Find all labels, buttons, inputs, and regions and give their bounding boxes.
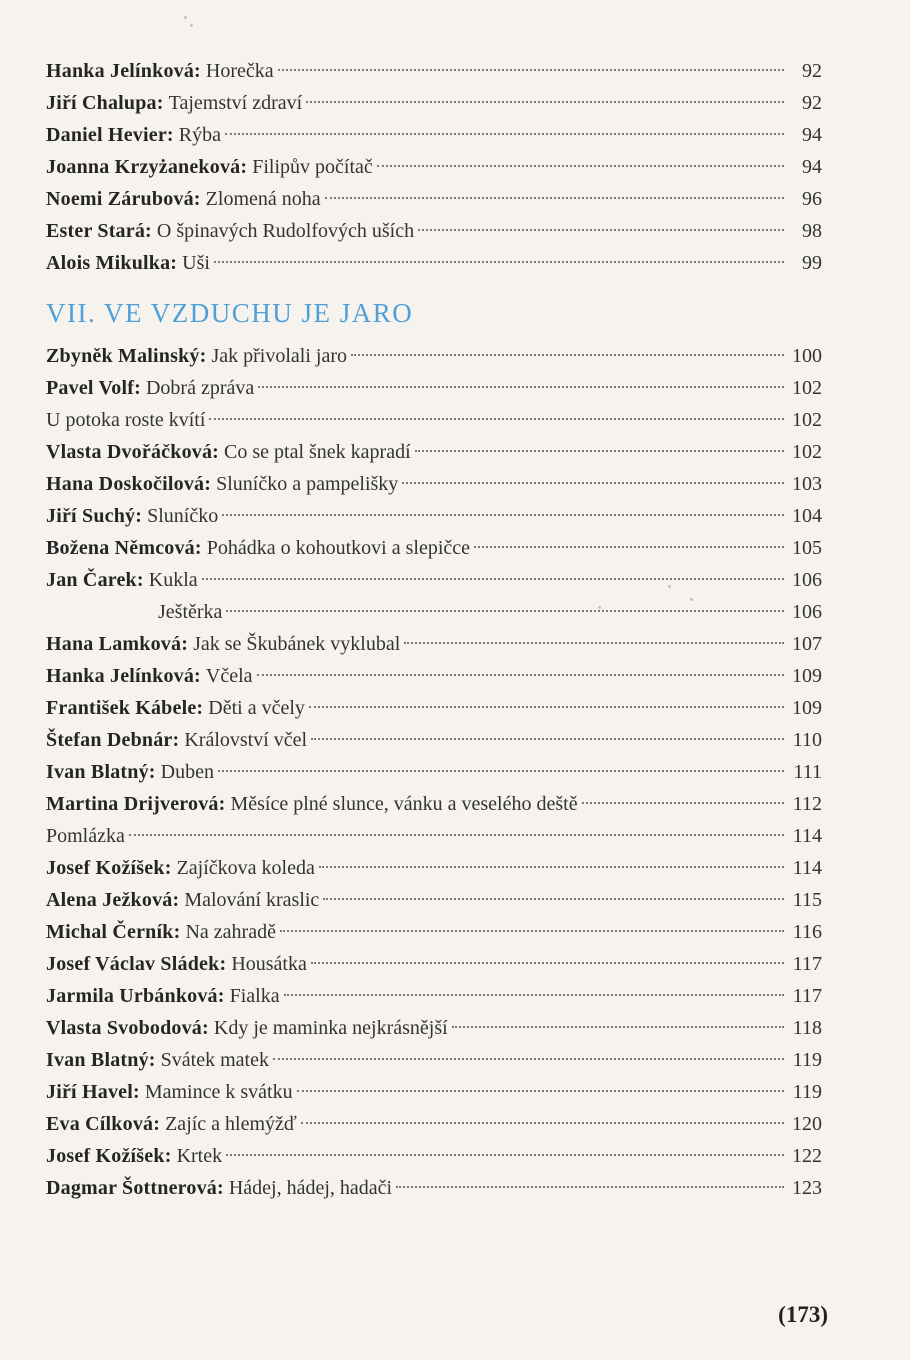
toc-author: Josef Václav Sládek:	[46, 953, 227, 975]
toc-title: Ještěrka	[158, 601, 223, 623]
toc-entry	[46, 436, 822, 468]
toc-leader-dots	[377, 165, 784, 167]
toc-title: Pohádka o kohoutkovi a slepičce	[206, 537, 471, 559]
toc-author: Vlasta Dvořáčková:	[46, 441, 220, 463]
toc-author: Ester Stará:	[46, 220, 152, 242]
toc-title: Malování kraslic	[184, 889, 320, 911]
toc-author: Alena Ježková:	[46, 889, 180, 911]
toc-author: Ivan Blatný:	[46, 1049, 156, 1071]
toc-leader-dots	[323, 898, 784, 900]
toc-leader-dots	[311, 962, 784, 964]
toc-leader-dots	[257, 674, 784, 676]
toc-title: Uši	[182, 252, 210, 274]
toc-entry	[46, 916, 822, 948]
toc-entry	[46, 532, 822, 564]
toc-page-number: 117	[792, 985, 822, 1007]
toc-author: Štefan Debnár:	[46, 729, 180, 751]
section-heading: VII. VE VZDUCHU JE JARO	[46, 298, 414, 328]
toc-page-number: 119	[792, 1081, 822, 1103]
toc-author: Hanka Jelínková:	[46, 665, 201, 687]
toc-entry	[46, 788, 822, 820]
toc-leader-dots	[319, 866, 784, 868]
toc-author: Jiří Chalupa:	[46, 92, 164, 114]
toc-title: Zlomená noha	[205, 188, 321, 210]
toc-author: Vlasta Svobodová:	[46, 1017, 209, 1039]
toc-entry	[46, 500, 822, 532]
toc-entry	[46, 87, 822, 119]
toc-author: Pavel Volf:	[46, 377, 141, 399]
toc-entry	[46, 756, 822, 788]
toc-author: Ivan Blatný:	[46, 761, 156, 783]
toc-title: Hádej, hádej, hadači	[228, 1177, 393, 1199]
toc-author: Hanka Jelínková:	[46, 60, 201, 82]
toc-page-number: 92	[802, 60, 822, 82]
toc-leader-dots	[209, 418, 784, 420]
toc-page-number: 117	[792, 953, 822, 975]
toc-leader-dots	[474, 546, 784, 548]
toc-author: Daniel Hevier:	[46, 124, 174, 146]
toc-leader-dots	[214, 261, 784, 263]
toc-leader-dots	[284, 994, 784, 996]
toc-entry	[46, 1012, 822, 1044]
toc-author: Hana Doskočilová:	[46, 473, 212, 495]
toc-leader-dots	[225, 133, 784, 135]
toc-entry	[46, 119, 822, 151]
toc-title: Sluníčko a pampelišky	[216, 473, 399, 495]
toc-page-number: 99	[802, 252, 822, 274]
toc-author: Jiří Havel:	[46, 1081, 140, 1103]
toc-page-number: 118	[792, 1017, 822, 1039]
toc-entry	[46, 1140, 822, 1172]
toc-entry	[46, 55, 822, 87]
toc-page-number: 123	[792, 1177, 822, 1199]
toc-title: Fialka	[229, 985, 280, 1007]
toc-leader-dots	[258, 386, 784, 388]
toc-page-number: 98	[802, 220, 822, 242]
toc-title: Včela	[205, 665, 253, 687]
toc-leader-dots	[404, 642, 784, 644]
toc-title: Filipův počítač	[252, 156, 373, 178]
toc-entry	[46, 372, 822, 404]
toc-author: Michal Černík:	[46, 921, 181, 943]
toc-title: Zajíčkova koleda	[176, 857, 315, 879]
toc-leader-dots	[301, 1122, 784, 1124]
toc-page-number: 119	[792, 1049, 822, 1071]
toc-author: Božena Němcová:	[46, 537, 202, 559]
toc-leader-dots	[415, 450, 784, 452]
print-speck	[184, 16, 187, 19]
toc-page-number: 106	[792, 569, 822, 591]
toc-leader-dots	[452, 1026, 784, 1028]
toc-leader-dots	[306, 101, 784, 103]
toc-entry	[46, 1044, 822, 1076]
toc-page-number: 109	[792, 697, 822, 719]
toc-entry	[46, 820, 822, 852]
toc-author: Alois Mikulka:	[46, 252, 178, 274]
toc-leader-dots	[309, 706, 784, 708]
toc-author: Eva Cílková:	[46, 1113, 161, 1135]
toc-page-number: 115	[792, 889, 822, 911]
toc-page-number: 102	[792, 377, 822, 399]
toc-entry	[46, 884, 822, 916]
toc-title: Rýba	[178, 124, 221, 146]
toc-leader-dots	[202, 578, 784, 580]
toc-title: Jak se Škubánek vyklubal	[193, 633, 401, 655]
toc-page-number: 96	[802, 188, 822, 210]
toc-entry	[46, 596, 822, 628]
toc-title: Na zahradě	[185, 921, 276, 943]
toc-page-number: 106	[792, 601, 822, 623]
toc-entry	[46, 340, 822, 372]
toc-leader-dots	[396, 1186, 784, 1188]
toc-title: Co se ptal šnek kapradí	[224, 441, 411, 463]
toc-entry	[46, 247, 822, 279]
toc-author: Hana Lamková:	[46, 633, 189, 655]
toc-page-number: 120	[792, 1113, 822, 1135]
toc-entry	[46, 1108, 822, 1140]
toc-page-number: 94	[802, 124, 822, 146]
toc-leader-dots	[582, 802, 784, 804]
toc-author: Josef Kožíšek:	[46, 1145, 172, 1167]
toc-entry	[46, 660, 822, 692]
toc-page-number: 100	[792, 345, 822, 367]
toc-leader-dots	[222, 514, 784, 516]
toc-page-number: 109	[792, 665, 822, 687]
toc-entry	[46, 404, 822, 436]
toc-title: Svátek matek	[160, 1049, 269, 1071]
toc-leader-dots	[129, 834, 784, 836]
toc-title: Pomlázka	[46, 825, 125, 847]
toc-page-number: 103	[792, 473, 822, 495]
toc-list-previous-section	[46, 55, 822, 279]
toc-title: Kukla	[148, 569, 198, 591]
toc-leader-dots	[280, 930, 784, 932]
toc-page-number: 114	[792, 825, 822, 847]
toc-page-number: 122	[792, 1145, 822, 1167]
toc-author: Martina Drijverová:	[46, 793, 226, 815]
toc-page-number: 104	[792, 505, 822, 527]
toc-author: Noemi Zárubová:	[46, 188, 201, 210]
toc-title: Krtek	[176, 1145, 223, 1167]
toc-title: Dobrá zpráva	[145, 377, 255, 399]
toc-page-number: 107	[792, 633, 822, 655]
toc-entry	[46, 980, 822, 1012]
print-speck	[190, 24, 193, 27]
toc-entry	[46, 948, 822, 980]
toc-title: Mamince k svátku	[144, 1081, 293, 1103]
toc-title: O špinavých Rudolfových uších	[156, 220, 415, 242]
toc-author: František Kábele:	[46, 697, 204, 719]
toc-title: Království včel	[184, 729, 308, 751]
toc-page-number: 111	[793, 761, 822, 783]
toc-page-number: 102	[792, 441, 822, 463]
toc-leader-dots	[278, 69, 784, 71]
toc-title: Horečka	[205, 60, 274, 82]
toc-title: Zajíc a hlemýžď	[165, 1113, 297, 1135]
toc-entry	[46, 724, 822, 756]
toc-title: Měsíce plné slunce, vánku a veselého deště	[230, 793, 578, 815]
toc-entry	[46, 852, 822, 884]
toc-title: U potoka roste kvítí	[46, 409, 206, 431]
toc-page-number: 94	[802, 156, 822, 178]
toc-leader-dots	[226, 610, 784, 612]
toc-leader-dots	[311, 738, 784, 740]
toc-entry	[46, 692, 822, 724]
toc-page-number: 105	[792, 537, 822, 559]
toc-page-number: 102	[792, 409, 822, 431]
toc-author: Jiří Suchý:	[46, 505, 143, 527]
toc-page-number: 114	[792, 857, 822, 879]
toc-title: Jak přivolali jaro	[211, 345, 347, 367]
toc-author: Jarmila Urbánková:	[46, 985, 225, 1007]
toc-leader-dots	[325, 197, 784, 199]
toc-author: Dagmar Šottnerová:	[46, 1177, 224, 1199]
toc-leader-dots	[226, 1154, 784, 1156]
toc-page-number: 116	[792, 921, 822, 943]
toc-author: Josef Kožíšek:	[46, 857, 172, 879]
toc-list-section-vii	[46, 340, 822, 1204]
toc-leader-dots	[218, 770, 784, 772]
toc-page-number: 92	[802, 92, 822, 114]
toc-title: Sluníčko	[147, 505, 219, 527]
toc-entry	[46, 468, 822, 500]
toc-title: Tajemství zdraví	[168, 92, 303, 114]
toc-entry	[46, 628, 822, 660]
toc-page-number: 112	[792, 793, 822, 815]
toc-entry	[46, 1076, 822, 1108]
toc-leader-dots	[297, 1090, 784, 1092]
page-number: (173)	[778, 1302, 828, 1327]
toc-author: Jan Čarek:	[46, 569, 144, 591]
toc-title: Housátka	[231, 953, 307, 975]
toc-entry	[46, 151, 822, 183]
toc-title: Duben	[160, 761, 214, 783]
toc-author: Zbyněk Malinský:	[46, 345, 207, 367]
toc-entry	[46, 183, 822, 215]
toc-author: Joanna Krzyżaneková:	[46, 156, 248, 178]
toc-leader-dots	[351, 354, 784, 356]
toc-title: Děti a včely	[208, 697, 305, 719]
toc-leader-dots	[273, 1058, 784, 1060]
toc-leader-dots	[418, 229, 784, 231]
toc-entry	[46, 1172, 822, 1204]
toc-entry	[46, 215, 822, 247]
toc-leader-dots	[402, 482, 784, 484]
toc-title: Kdy je maminka nejkrásnější	[213, 1017, 448, 1039]
toc-page-number: 110	[792, 729, 822, 751]
toc-entry	[46, 564, 822, 596]
